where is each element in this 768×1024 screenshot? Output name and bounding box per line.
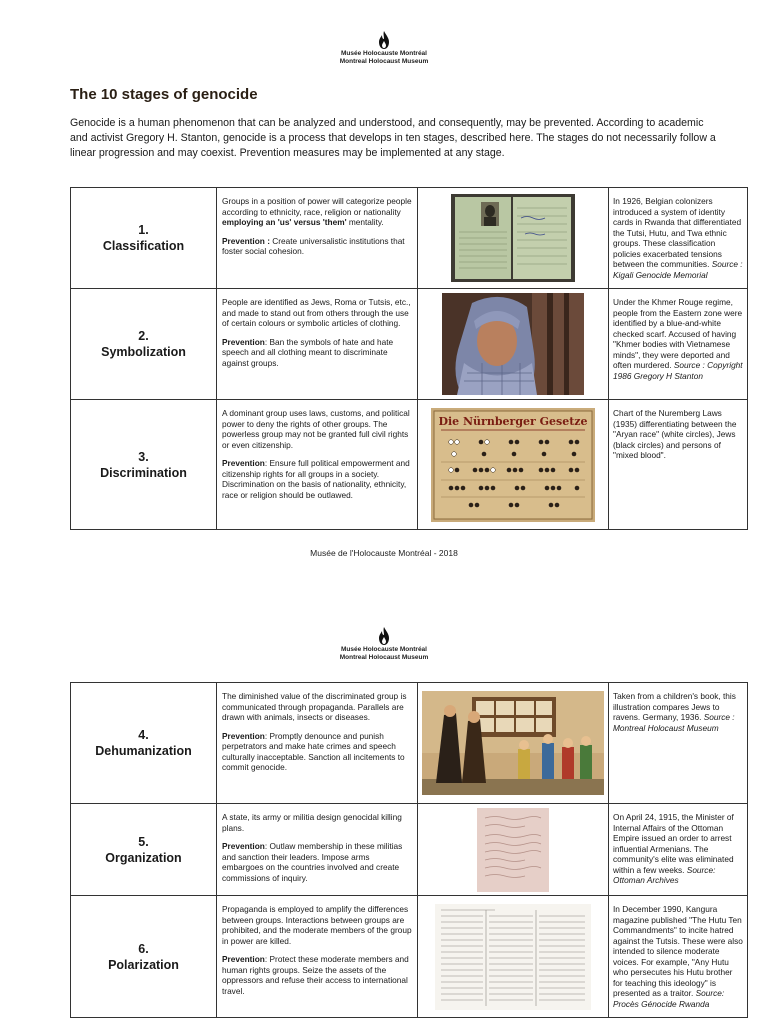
description-text: A state, its army or militia design genocidal killing plans.	[222, 812, 402, 833]
description-cell	[217, 683, 418, 804]
description-cell	[217, 896, 418, 1018]
image-cell	[418, 400, 609, 530]
prevention-text	[222, 458, 412, 500]
stage-name: Symbolization	[101, 345, 186, 359]
ottoman-document-image	[477, 808, 549, 892]
description-part: mentality.	[346, 217, 384, 227]
museum-logo	[0, 30, 768, 66]
logo-text-en: Montreal Holocaust Museum	[339, 654, 429, 661]
description-text: A dominant group uses laws, customs, and political power to deny the rights of other groups. The powerless group may not be granted full civil rights or even citizenship.	[222, 408, 410, 450]
description-text: Propaganda is employed to amplify the differences between groups. Interactions between groups are prohibited, and the moderate members of the group in power are killed.	[222, 904, 412, 946]
stage-cell	[71, 188, 217, 289]
identity-card-image	[451, 194, 575, 282]
caption-cell	[609, 400, 748, 530]
caption-source: Source : Montreal Holocaust Museum	[613, 712, 735, 733]
prevention-body: Create universalistic institutions that foster social cohesion.	[222, 235, 405, 256]
caption-cell	[609, 896, 748, 1018]
prevention-label: Prevention	[222, 954, 265, 964]
museum-logo-page2	[0, 626, 768, 662]
flame-logo-icon	[377, 626, 391, 646]
caption-source: Source : Copyright 1986 Gregory H Stanton	[613, 360, 743, 381]
prevention-body: Protect these moderate members and human rights groups. Seize the assets of the oppressors and refuse their access to international travel.	[222, 954, 409, 996]
caption-cell	[609, 188, 748, 289]
stage-cell	[71, 400, 217, 530]
prevention-text	[222, 731, 412, 773]
logo-text-fr: Musée Holocauste Montréal	[341, 646, 427, 653]
description-text: People are identified as Jews, Roma or Tutsis, etc., and made to stand out from others through the use of certain colours or symbolic articles of clothing.	[222, 297, 411, 328]
image-cell	[418, 188, 609, 289]
nuremberg-laws-chart-image	[431, 408, 595, 522]
prevention-label: Prevention	[222, 235, 265, 246]
prevention-body: Outlaw membership in these militias and sanction their leaders. Impose arms embargoes on the countries involved and create commissions of inquiry.	[222, 841, 403, 883]
stage-number: 4.	[138, 728, 149, 742]
caption-text: In December 1990, Kangura magazine published "The Hutu Ten Commandments" to incite hatred against the Tutsis. These were also intended to silence moderate voices. For example, "Any Hutu who persecutes his Hutu brother for teaching this ideology" is presented as a traitor.	[613, 904, 743, 998]
page-title: The 10 stages of genocide	[70, 86, 258, 103]
caption-text: In 1926, Belgian colonizers introduced a system of identity cards in Rwanda that differentiated the Tutsi, Hutu, and Twa ethnic groups. These classification policies exacerbated tensions between the communities.	[613, 196, 742, 269]
footer-year: - 2018	[431, 548, 458, 558]
stage-cell	[71, 896, 217, 1018]
image-cell	[418, 683, 609, 804]
description-cell	[217, 804, 418, 896]
stage-cell	[71, 683, 217, 804]
prevention-text	[222, 337, 412, 369]
description-cell	[217, 188, 418, 289]
page-footer	[0, 548, 768, 558]
stage-name: Classification	[102, 239, 185, 253]
stage-name: Polarization	[108, 957, 179, 972]
intro-paragraph: Genocide is a human phenomenon that can be analyzed and understood, and consequently, may be prevented. According to academic and activist Gregory H. Stanton, genocide is a process that develops in ten stages, described here. The stages do not necessarily follow a linear progression and may coexist. Prevention measures may be implemented at any stage.	[70, 117, 716, 159]
caption-source: Source : Kigali Genocide Memorial	[613, 259, 743, 280]
footer-museum-name: Musée de l'Holocauste Montréal	[310, 548, 432, 558]
prevention-label: Prevention	[222, 841, 265, 851]
stage-number: 3.	[138, 449, 149, 464]
table-row	[71, 289, 748, 400]
prevention-body: Ban the symbols of hate and hate speech and all clothing meant to discriminate against groups.	[222, 336, 394, 368]
stage-name: Dehumanization	[95, 744, 192, 758]
description-text	[222, 196, 412, 228]
description-emphasis: employing an 'us' versus 'them'	[222, 217, 347, 227]
caption-cell	[609, 289, 748, 400]
prevention-separator: :	[264, 841, 270, 851]
image-cell	[418, 289, 609, 400]
kangura-magazine-image	[435, 904, 591, 1010]
prevention-separator: :	[264, 336, 270, 347]
caption-cell	[609, 683, 748, 804]
caption-text: Under the Khmer Rouge regime, people from the Eastern zone were identified by a blue-and-white checked scarf. Accused of having "Khmer bodies with Vietnamese minds", they were deported and often murdered.	[613, 297, 743, 370]
table-row	[71, 804, 748, 896]
stage-name: Organization	[105, 850, 182, 865]
image-cell	[418, 896, 609, 1018]
description-text: The diminished value of the discriminated group is communicated through propaganda. Parallels are drawn with animals, insects or diseases.	[222, 691, 407, 722]
prevention-separator: :	[264, 458, 270, 468]
table-row	[71, 896, 748, 1018]
caption-text: On April 24, 1915, the Minister of Internal Affairs of the Ottoman Empire issued an order to arrest influential Armenians. The community's elite was eliminated within a few weeks.	[613, 812, 734, 875]
prevention-label: Prevention	[222, 336, 265, 347]
prevention-separator: :	[264, 235, 273, 246]
stage-name: Discrimination	[100, 465, 187, 480]
description-part: Groups in a position of power will categorize people according to ethnicity, race, religion or nationality	[222, 196, 412, 217]
prevention-label: Prevention	[222, 458, 265, 468]
table-row	[71, 188, 748, 289]
image-cell	[418, 804, 609, 896]
prevention-text	[222, 236, 412, 257]
image-title: Die Nürnberger Gesetze	[438, 414, 588, 428]
stages-table-page2	[70, 682, 748, 1018]
logo-text-en: Montreal Holocaust Museum	[339, 58, 429, 65]
stages-table-page1	[70, 187, 748, 530]
stage-cell	[71, 289, 217, 400]
description-cell	[217, 400, 418, 530]
stage-number: 2.	[138, 329, 149, 343]
table-row	[71, 683, 748, 804]
caption-text: Taken from a children's book, this illustration compares Jews to ravens. Germany, 1936.	[613, 691, 736, 722]
caption-cell	[609, 804, 748, 896]
caption-source: Source: Ottoman Archives	[613, 864, 716, 885]
woman-scarf-photo	[442, 293, 584, 395]
prevention-separator: :	[264, 730, 270, 741]
description-cell	[217, 289, 418, 400]
stage-number: 1.	[138, 223, 149, 237]
logo-text-fr: Musée Holocauste Montréal	[341, 50, 427, 57]
caption-source: Source: Procès Génocide Rwanda	[613, 988, 725, 1009]
prevention-separator: :	[264, 954, 270, 964]
prevention-body: Promptly denounce and punish perpetrators and make hate crimes and speech culturally inacceptable. Sanction all incitements to commit genocide.	[222, 730, 405, 772]
childrens-book-illustration	[422, 691, 604, 795]
table-row	[71, 400, 748, 530]
prevention-label: Prevention	[222, 730, 265, 741]
stage-cell	[71, 804, 217, 896]
stage-number: 5.	[138, 834, 149, 849]
flame-logo-icon	[377, 30, 391, 50]
prevention-text	[222, 954, 412, 996]
prevention-text	[222, 841, 412, 883]
caption-text: Chart of the Nuremberg Laws (1935) differentiating between the "Aryan race" (white circles), Jews (black circles) and persons of "mixed blood".	[613, 408, 737, 460]
stage-number: 6.	[138, 941, 149, 956]
prevention-body: Ensure full political empowerment and citizenship rights for all groups in a society. Discrimination on the basis of nationality, ethnicity, race or religion should be outlawed.	[222, 458, 410, 500]
